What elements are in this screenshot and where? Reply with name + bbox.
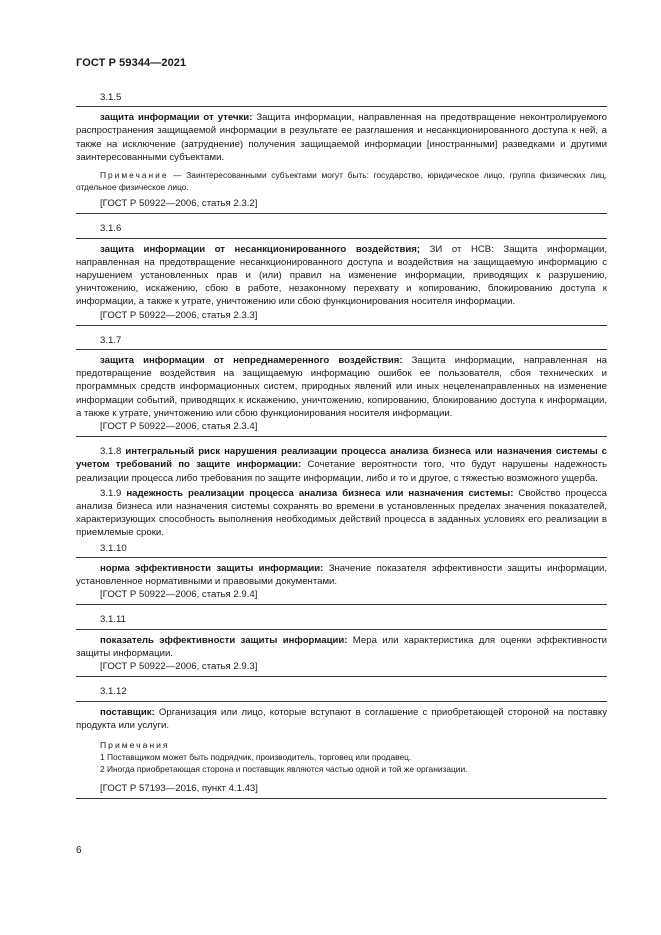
definition-text: Мера или характеристика для оценки эффективности защиты информации. bbox=[76, 634, 607, 659]
definition-text: Свойство процесса анализа бизнеса или назначения системы сохранять во времени в установленных пределах значения показателей, характеризующих способность выполнения необходимых действий процесса в заданных условиях его реализации в приемлемые сроки. bbox=[76, 487, 607, 539]
term-name: защита информации от утечки: bbox=[100, 112, 253, 124]
entry-number: 3.1.12 bbox=[100, 686, 127, 698]
note-label: Примечание bbox=[100, 170, 169, 181]
term-definition bbox=[76, 243, 607, 309]
entry-number: 3.1.6 bbox=[100, 223, 122, 235]
note-text: — Заинтересованными субъектами могут быть: государство, юридическое лицо, группа физических лиц, отдельное физическое лицо. bbox=[76, 170, 607, 192]
term-entry-3-1-9 bbox=[76, 487, 607, 540]
term-name: защита информации от несанкционированного воздействия; bbox=[100, 243, 421, 255]
term-definition bbox=[76, 706, 607, 732]
term-entry-3-1-6 bbox=[76, 238, 607, 326]
term-definition bbox=[76, 634, 607, 660]
term-entry-3-1-8 bbox=[76, 445, 607, 485]
term-name: надежность реализации процесса анализа бизнеса или назначения системы: bbox=[126, 487, 514, 499]
source-reference: [ГОСТ Р 50922—2006, статья 2.3.4] bbox=[100, 421, 258, 433]
term-name: норма эффективности защиты информации: bbox=[100, 562, 324, 574]
term-name: защита информации от непреднамеренного воздействия: bbox=[100, 355, 403, 367]
entry-number: 3.1.11 bbox=[100, 614, 126, 626]
term-name: поставщик: bbox=[100, 706, 155, 718]
source-reference: [ГОСТ Р 57193—2016, пункт 4.1.43] bbox=[100, 782, 258, 794]
notes-title: Примечания bbox=[100, 739, 170, 750]
definition-text: ЗИ от НСВ: Защита информации, направленная на предотвращение несанкционированного доступа и воздействия на защищаемую информацию с нарушением установленных прав и (или) правил на изменение информации, приводящих к разрушению, уничтожению, искажению, сбою в работе, незаконному перехвату и копированию, блокированию доступа к информации, а также к утрате, уничтожению или сбою функционирования носителя информации. bbox=[76, 243, 608, 308]
term-entry-3-1-11 bbox=[76, 629, 607, 678]
term-definition bbox=[76, 562, 607, 588]
term-name: показатель эффективности защиты информации: bbox=[100, 634, 348, 646]
definition-text: Защита информации, направленная на предотвращение воздействия на защищаемую информацию ошибок ее пользователя, сбоя технических и программных средств информационных систем, природных явлений или иных нецеленаправленных на изменение информации событий, приводящих к искажению, уничтожению, копированию, блокированию доступа к информации, а также к утрате, уничтожению или сбою функционирования носителя информации. bbox=[76, 355, 607, 419]
term-entry-3-1-12 bbox=[76, 701, 607, 799]
term-name: интегральный риск нарушения реализации процесса анализа бизнеса или назначения системы с учетом требований по защите информации: bbox=[76, 446, 607, 471]
source-reference: [ГОСТ Р 50922—2006, статья 2.3.3] bbox=[100, 309, 258, 321]
definition-text: Защита информации, направленная на предотвращение неконтролируемого распространения защищаемой информации в результате ее разглашения и несанкционированного доступа к ней, а также на исключение (затруднение) получения защищаемой информации [иностранными] разведками и другими заинтересованными субъектами. bbox=[76, 112, 608, 163]
term-entry-3-1-7 bbox=[76, 349, 607, 437]
source-reference: [ГОСТ Р 50922—2006, статья 2.3.2] bbox=[100, 198, 258, 210]
entry-number: 3.1.8 bbox=[100, 446, 122, 458]
entry-number: 3.1.7 bbox=[100, 334, 122, 346]
entry-number: 3.1.9 bbox=[100, 487, 122, 499]
source-reference: [ГОСТ Р 50922—2006, статья 2.9.3] bbox=[100, 661, 258, 673]
entry-number: 3.1.5 bbox=[100, 92, 122, 103]
entry-number: 3.1.10 bbox=[100, 542, 127, 554]
document-code-header: ГОСТ Р 59344—2021 bbox=[76, 57, 187, 69]
definition-text: Организация или лицо, которые вступают в соглашение с приобретающей стороной на поставку продукта или услуги. bbox=[76, 706, 607, 731]
note-item: 1 Поставщиком может быть подрядчик, производитель, торговец или продавец. bbox=[100, 752, 412, 763]
term-definition bbox=[76, 354, 607, 420]
page-number: 6 bbox=[76, 845, 82, 856]
term-entry-3-1-5 bbox=[76, 106, 607, 214]
term-definition bbox=[76, 111, 607, 164]
definition-text: Значение показателя эффективности защиты информации, установленное нормативными и правовыми документами. bbox=[76, 562, 608, 588]
note-item: 2 Иногда приобретающая сторона и поставщик являются частью одной и той же организации. bbox=[100, 763, 468, 774]
document-body bbox=[76, 91, 607, 807]
term-entry-3-1-10 bbox=[76, 557, 607, 606]
term-note bbox=[76, 170, 607, 193]
definition-text: Сочетание вероятности того, что будут нарушены надежность реализации процесса либо требования по защите информации, либо и то и другое, с тяжестью возможного ущерба. bbox=[76, 459, 607, 484]
source-reference: [ГОСТ Р 50922—2006, статья 2.9.4] bbox=[100, 589, 258, 601]
